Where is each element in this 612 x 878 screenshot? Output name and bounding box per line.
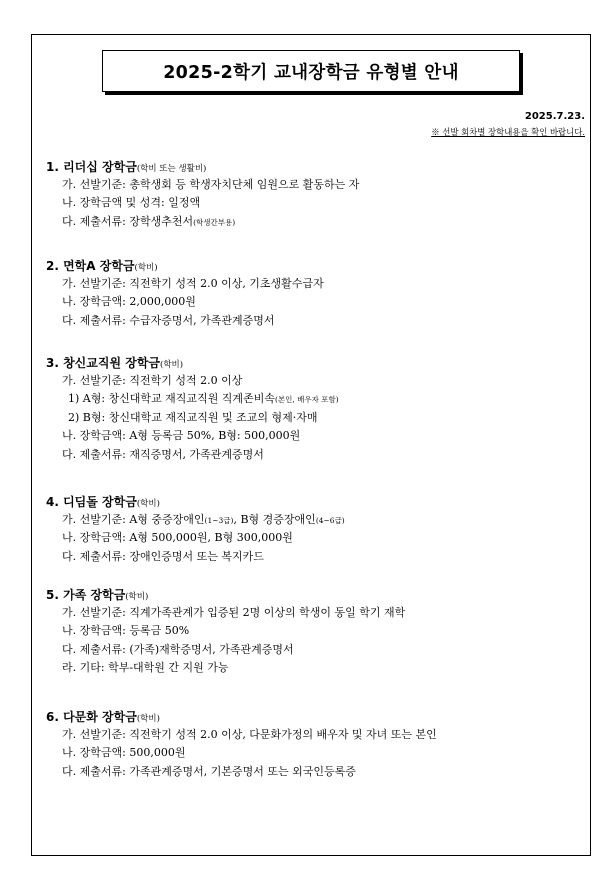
- section-line: [46, 604, 581, 622]
- line-text: 가. 선발기준: 직전학기 성적 2.0 이상, 다문화가정의 배우자 및 자녀 또는 본인: [62, 728, 437, 741]
- section-line: [46, 744, 581, 762]
- section-line: [46, 511, 581, 529]
- section-line: [46, 446, 581, 464]
- line-text: 나. 장학금액: A형 등록금 50%, B형: 500,000원: [62, 429, 301, 443]
- section-heading-note: (학비): [134, 263, 158, 273]
- section-heading-note: (학비): [136, 714, 160, 724]
- section-heading-text: 5. 가족 장학금: [46, 588, 126, 602]
- section-line: [46, 176, 581, 194]
- line-note: (1~3급): [204, 516, 234, 525]
- criteria-subitem: [46, 390, 581, 408]
- section-heading-text: 3. 창신교직원 장학금: [46, 356, 161, 370]
- line-text: 라. 기타: 학부-대학원 간 지원 가능: [62, 661, 229, 675]
- line-text: 가. 선발기준: 직전학기 성적 2.0 이상, 기초생활수급자: [62, 277, 324, 290]
- document-title: 2025-2학기 교내장학금 유형별 안내: [102, 50, 520, 92]
- criteria-subitem: [46, 409, 581, 427]
- section-line: [46, 194, 581, 212]
- line-text: 1) A형: 창신대학교 재직교직원 직계존비속: [68, 392, 275, 406]
- section-line: [46, 312, 581, 330]
- line-text: 다. 제출서류: 장애인증명서 또는 복지카드: [62, 549, 264, 563]
- document-note: ※ 선발 회차별 장학내용을 확인 바랍니다.: [431, 127, 585, 137]
- section-heading-note: (학비): [160, 360, 184, 370]
- section-line: [46, 213, 581, 231]
- line-text: 나. 장학금액: 등록금 50%: [62, 624, 190, 638]
- section-line: [46, 763, 581, 781]
- section-heading-text: 1. 리더십 장학금: [46, 160, 137, 174]
- line-text: 가. 선발기준: A형 중증장애인: [62, 513, 205, 526]
- line-text: 나. 장학금액 및 성격: 일정액: [62, 196, 201, 210]
- line-text: 다. 제출서류: 장학생추천서: [62, 214, 194, 228]
- line-note: (4~6급): [315, 516, 345, 525]
- section-line: [46, 641, 581, 659]
- scholarship-section: [46, 354, 581, 464]
- line-text: 가. 선발기준: 총학생회 등 학생자치단체 임원으로 활동하는 자: [62, 178, 360, 191]
- line-text: 2) B형: 창신대학교 재직교직원 및 조교의 형제·자매: [68, 410, 318, 424]
- document-page: [31, 34, 591, 856]
- line-note: (학생간부용): [193, 217, 236, 227]
- section-line: [46, 372, 581, 390]
- line-note: (본인, 배우자 포함): [274, 395, 339, 405]
- document-date: 2025.7.23.: [524, 111, 585, 122]
- section-line: [46, 293, 581, 311]
- scholarship-section: [46, 708, 581, 781]
- scholarship-section: [46, 493, 581, 566]
- line-text: 다. 제출서류: 가족관계증명서, 기본증명서 또는 외국인등록증: [62, 764, 356, 778]
- line-text: 다. 제출서류: 재직증명서, 가족관계증명서: [62, 447, 264, 461]
- scholarship-section: [46, 158, 581, 231]
- section-heading-note: (학비 또는 생활비): [136, 164, 207, 174]
- line-text: 다. 제출서류: (가족)재학증명서, 가족관계증명서: [62, 642, 294, 656]
- section-heading-text: 2. 면학A 장학금: [46, 259, 135, 273]
- section-line: [46, 529, 581, 547]
- line-text: 다. 제출서류: 수급자증명서, 가족관계증명서: [62, 313, 275, 327]
- section-heading: [46, 354, 581, 372]
- section-line: [46, 427, 581, 445]
- section-heading: [46, 257, 581, 275]
- line-text-continued: , B형 경증장애인: [233, 513, 316, 526]
- section-heading-text: 4. 디딤돌 장학금: [46, 495, 137, 509]
- line-text: 나. 장학금액: A형 500,000원, B형 300,000원: [62, 531, 293, 545]
- section-line: [46, 548, 581, 566]
- section-heading: [46, 586, 581, 604]
- line-text: 나. 장학금액: 2,000,000원: [62, 295, 196, 309]
- section-heading-text: 6. 다문화 장학금: [46, 710, 137, 724]
- section-heading: [46, 158, 581, 176]
- section-heading: [46, 708, 581, 726]
- line-text: 가. 선발기준: 직계가족관계가 입증된 2명 이상의 학생이 동일 학기 재학: [62, 606, 406, 619]
- section-heading: [46, 493, 581, 511]
- section-line: [46, 726, 581, 744]
- section-line: [46, 275, 581, 293]
- line-text: 가. 선발기준: 직전학기 성적 2.0 이상: [62, 374, 243, 387]
- line-text: 나. 장학금액: 500,000원: [62, 746, 186, 760]
- scholarship-section: [46, 257, 581, 330]
- section-line: [46, 659, 581, 677]
- section-heading-note: (학비): [136, 499, 160, 509]
- section-heading-note: (학비): [125, 592, 149, 602]
- scholarship-section: [46, 586, 581, 678]
- section-line: [46, 622, 581, 640]
